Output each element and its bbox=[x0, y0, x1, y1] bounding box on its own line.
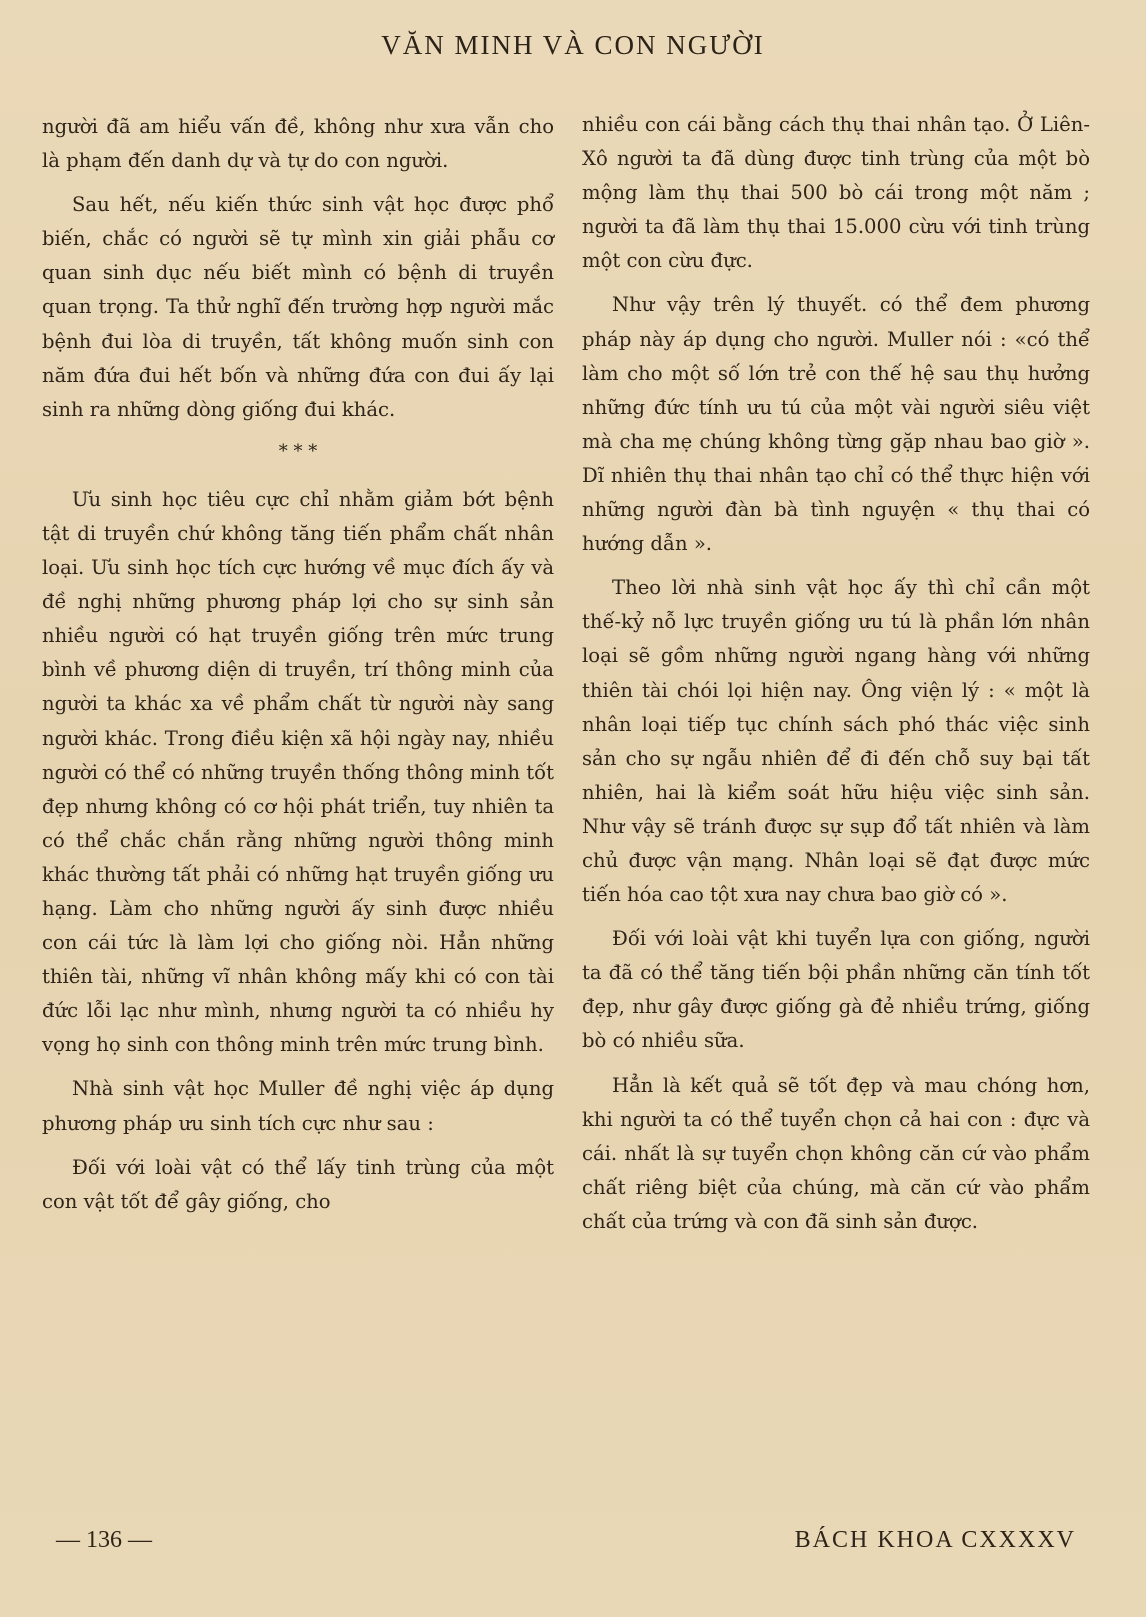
paragraph: Đối với loài vật khi tuyển lựa con giống, người ta đã có thể tăng tiến bội phần những căn tính tốt đẹp, như gây được giống gà đẻ nhiều trứng, giống bò có nhiều sữa. bbox=[582, 927, 1090, 1053]
paragraph: Hẳn là kết quả sẽ tốt đẹp và mau chóng hơn, khi người ta có thể tuyển chọn cả hai con : đực và cái. nhất là sự tuyển chọn không căn cứ vào phẩm chất riêng biệt của chúng, mà căn cứ vào phẩm chất của trứng và con đã sinh sản được. bbox=[582, 1073, 1090, 1233]
right-column bbox=[582, 108, 1090, 1249]
running-head: VĂN MINH VÀ CON NGƯỜI bbox=[381, 30, 765, 60]
section-separator: * * * bbox=[278, 440, 318, 462]
paragraph: Sau hết, nếu kiến thức sinh vật học được phổ biến, chắc có người sẽ tự mình xin giải phẫu cơ quan sinh dục nếu biết mình có bệnh di truyền quan trọng. Ta thử nghĩ đến trường hợp người mắc bệnh đui lòa di truyền, tất không muốn sinh con năm đứa đui hết bốn và những đứa con đui ấy lại sinh ra những dòng giống đui khác. bbox=[42, 193, 554, 421]
left-column bbox=[42, 110, 554, 1229]
page-number: — 136 — bbox=[56, 1527, 152, 1553]
paragraph: Ưu sinh học tiêu cực chỉ nhằm giảm bớt bệnh tật di truyền chứ không tăng tiến phẩm chất nhân loại. Ưu sinh học tích cực hướng về mục đích ấy và đề nghị những phương pháp lợi cho sự sinh sản nhiều người có hạt truyền giống trên mức trung bình về phương diện di truyền, trí thông minh của người ta khác xa về phẩm chất từ người này sang người khác. Trong điều kiện xã hội ngày nay, nhiều người có thể có những truyền thống thông minh tốt đẹp nhưng không có cơ hội phát triển, tuy nhiên ta có thể chắc chắn rằng những người thông minh khác thường tất phải có những hạt truyền giống ưu hạng. Làm cho những người ấy sinh được nhiều con cái tức là làm lợi cho giống nòi. Hẳn những thiên tài, những vĩ nhân không mấy khi có con tài đức lỗi lạc như mình, nhưng người ta có nhiều hy vọng họ sinh con thông minh trên mức trung bình. bbox=[42, 487, 554, 1057]
paragraph: nhiều con cái bằng cách thụ thai nhân tạo. Ở Liên-Xô người ta đã dùng được tinh trùng của một bò mộng làm thụ thai 500 bò cái trong một năm ; người ta đã làm thụ thai 15.000 cừu với tinh trùng một con cừu đực. bbox=[582, 113, 1090, 273]
paragraph: Theo lời nhà sinh vật học ấy thì chỉ cần một thế-kỷ nỗ lực truyền giống ưu tú là phần lớn nhân loại sẽ gồm những người ngang hàng với những thiên tài chói lọi hiện nay. Ông viện lý : « một là nhân loại tiếp tục chính sách phó thác việc sinh sản cho sự ngẫu nhiên để đi đến chỗ suy bại tất nhiên, hai là kiểm soát hữu hiệu việc sinh sản. Như vậy sẽ tránh được sự sụp đổ tất nhiên và làm chủ được vận mạng. Nhân loại sẽ đạt được mức tiến hóa cao tột xưa nay chưa bao giờ có ». bbox=[582, 576, 1090, 907]
magazine-issue: BÁCH KHOA CXXXXV bbox=[794, 1527, 1076, 1553]
paragraph: Nhà sinh vật học Muller đề nghị việc áp dụng phương pháp ưu sinh tích cực như sau : bbox=[42, 1077, 554, 1135]
paragraph: Đối với loài vật có thể lấy tinh trùng của một con vật tốt để gây giống, cho bbox=[42, 1155, 554, 1213]
paragraph: người đã am hiểu vấn đề, không như xưa vẫn cho là phạm đến danh dự và tự do con người. bbox=[42, 115, 554, 173]
paragraph: Như vậy trên lý thuyết. có thể đem phương pháp này áp dụng cho người. Muller nói : «có thể làm cho một số lớn trẻ con thế hệ sau thụ hưởng những đức tính ưu tú của một vài người siêu việt mà cha mẹ chúng không từng gặp nhau bao giờ ». Dĩ nhiên thụ thai nhân tạo chỉ có thể thực hiện với những người đàn bà tình nguyện « thụ thai có hướng dẫn ». bbox=[582, 293, 1090, 556]
